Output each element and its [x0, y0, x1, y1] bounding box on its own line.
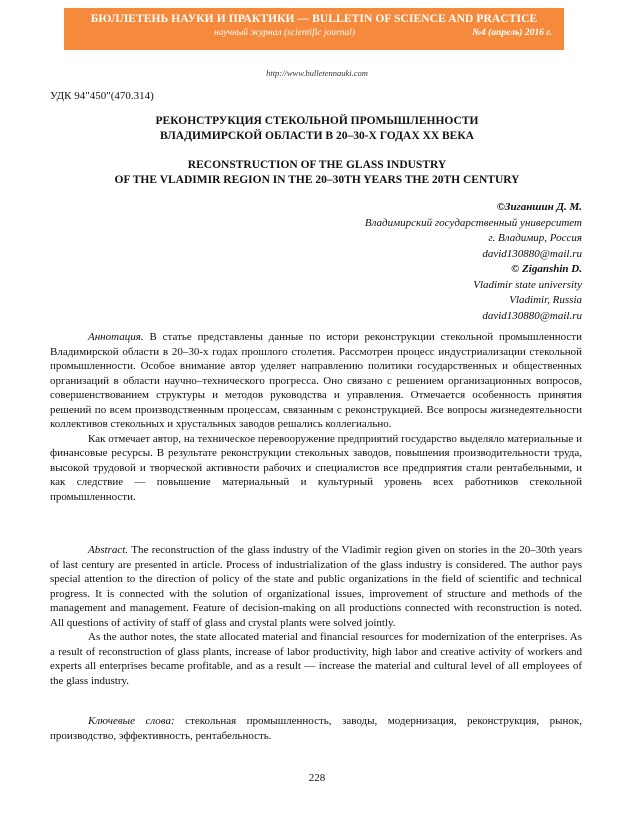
keywords-block: [50, 714, 582, 743]
page-number: 228: [308, 772, 326, 784]
author-city-en: Vladimir, Russia: [509, 294, 582, 306]
abstract-en-paragraph: [50, 543, 582, 630]
author-city-ru: г. Владимир, Россия: [488, 232, 582, 244]
author-name-en: © Ziganshin D.: [511, 263, 582, 275]
journal-issue: №4 (апрель) 2016 г.: [472, 28, 552, 38]
udk-code: УДК 94"450"(470.314): [50, 90, 154, 102]
journal-banner: [64, 8, 564, 50]
abstract-russian: [50, 330, 582, 504]
author-affiliation-ru: Владимирский государственный университет: [364, 216, 582, 229]
title-ru-line: РЕКОНСТРУКЦИЯ СТЕКОЛЬНОЙ ПРОМЫШЛЕННОСТИ: [155, 115, 479, 127]
abstract-ru-paragraph: Как отмечает автор, на техническое перевооружение предприятий государство выделяло материальные и финансовые ресурсы. В результате реконструкции стекольных заводов, повышения производительности труда, высокой трудовой и творческой активности рабочих и специалистов все предприятия стали рентабельными, и как следствие — повышение материальный и культурный уровень всех работников стекольной промышленности.: [50, 432, 582, 503]
author-name-ru: ©Зиганшин Д. М.: [496, 201, 582, 213]
keywords-label: Ключевые слова:: [88, 715, 175, 727]
title-russian: [0, 114, 634, 144]
abstract-en-label: Abstract.: [88, 544, 129, 556]
keywords-text: стекольная промышленность, заводы, модернизация, реконструкция, рынок, производство, эффективность, рентабельность.: [50, 715, 583, 742]
journal-title: БЮЛЛЕТЕНЬ НАУКИ И ПРАКТИКИ — BULLETIN OF SCIENCE AND PRACTICE: [90, 13, 538, 25]
author-affiliation-en: Vladimir state university: [473, 278, 582, 291]
title-en-line: RECONSTRUCTION OF THE GLASS INDUSTRY: [187, 159, 447, 171]
abstract-ru-paragraph: [50, 330, 582, 432]
title-english: [0, 158, 634, 188]
abstract-en-text-1: The reconstruction of the glass industry of the Vladimir region given on stories in the 20–30th years of last century are presented in article. Process of industrialization of the glass industry is considered. The author pays special attention to the direction of policy of the state and public organizations in the field of scientific and technical progress. It is connected with the solution of organizational issues, improvement of structure and methods of the management and management. Feature of decision-making on all productions connected with reconstruction is noted. All questions of activity of staff of glass and crystal plants were solved jointly.: [50, 544, 582, 629]
abstract-en-paragraph: As the author notes, the state allocated material and financial resources for modernization of the enterprises. As a result of reconstruction of glass plants, increase of labor productivity, high labor and creative activity of workers and experts all enterprises became profitable, and as a result — increase the material and cultural level of all employees of the glass industry.: [50, 631, 582, 687]
keywords-paragraph: [50, 714, 582, 743]
author-email-ru[interactable]: david130880@mail.ru: [482, 247, 582, 260]
author-email-en[interactable]: david130880@mail.ru: [482, 309, 582, 322]
author-block: [365, 200, 582, 324]
abstract-english: [50, 543, 582, 688]
abstract-ru-label: Аннотация.: [88, 331, 144, 343]
abstract-ru-text-1: В статье представлены данные по истори реконструкции стекольной промышленности Владимирской области в 20–30-х годах прошлого столетия. Рассмотрен процесс индустриализации стекольной промышленности. Особое внимание автор уделяет направлению политики государственных и общественных организаций в области научно–технического прогресса. Оно связано с решением организационных вопросов, совершенствованием структуры и методов руководства и управления. Отмечается особенность принятия решений по всем производственным процессам, связанным с реконструкцией. Все вопросы жизнедеятельности коллективов стекольных и хрустальных заводов решались коллегиально.: [50, 331, 582, 430]
journal-url[interactable]: http://www.bulletennauki.com: [266, 68, 368, 78]
title-ru-line: ВЛАДИМИРСКОЙ ОБЛАСТИ В 20–30-Х ГОДАХ XX ВЕКА: [160, 130, 474, 142]
title-en-line: OF THE VLADIMIR REGION IN THE 20–30TH YEARS THE 20TH CENTURY: [114, 174, 520, 186]
journal-subtitle: научный журнал (scientific journal): [214, 28, 355, 38]
